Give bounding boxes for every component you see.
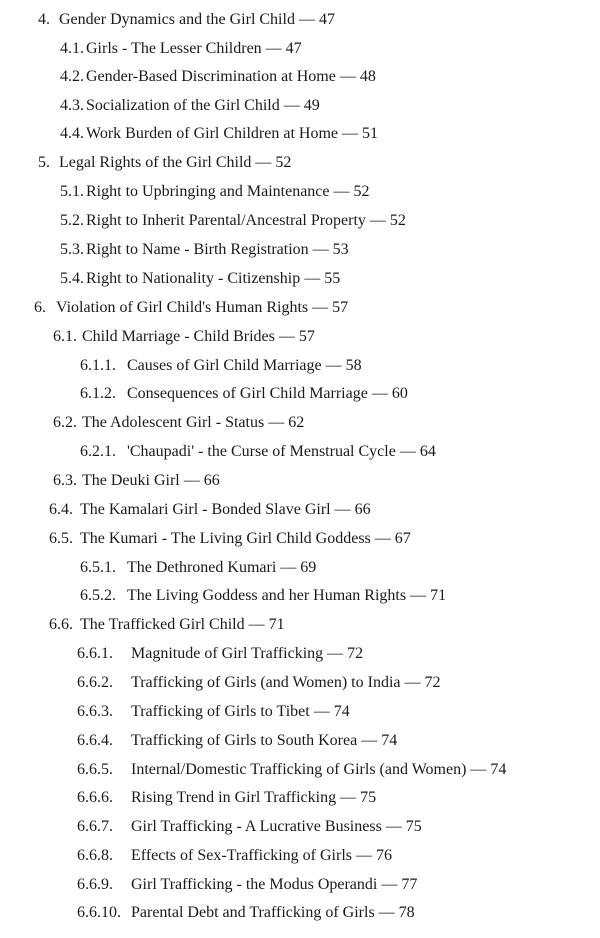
- toc-number: 6.6.10.: [77, 904, 121, 921]
- toc-number: 6.1.1.: [80, 357, 116, 374]
- toc-number: 5.2.: [60, 212, 84, 229]
- toc-title: Trafficking of Girls to South Korea — 74: [131, 732, 398, 749]
- toc-title: Causes of Girl Child Marriage — 58: [127, 357, 362, 374]
- toc-number: 6.6.2.: [77, 674, 113, 691]
- toc-title: Socialization of the Girl Child — 49: [86, 97, 320, 114]
- toc-title: Girl Trafficking - the Modus Operandi — 77: [131, 876, 418, 893]
- toc-number: 6.: [34, 299, 46, 316]
- toc-title: Right to Name - Birth Registration — 53: [86, 241, 349, 258]
- toc-title: Trafficking of Girls (and Women) to India — 72: [131, 674, 441, 691]
- toc-number: 6.6.: [49, 616, 73, 633]
- toc-number: 6.6.1.: [77, 645, 113, 662]
- toc-title: The Living Goddess and her Human Rights — 71: [127, 587, 447, 604]
- toc-number: 4.1.: [60, 40, 84, 57]
- toc-title: Right to Upbringing and Maintenance — 52: [86, 183, 370, 200]
- toc-number: 6.6.3.: [77, 703, 113, 720]
- toc-number: 6.2.: [53, 414, 77, 431]
- toc-title: Right to Inherit Parental/Ancestral Property — 52: [86, 212, 406, 229]
- toc-title: Violation of Girl Child's Human Rights — 57: [56, 299, 349, 316]
- toc-title: The Dethroned Kumari — 69: [127, 559, 317, 576]
- toc-title: Gender-Based Discrimination at Home — 48: [86, 68, 376, 85]
- toc-number: 6.2.1.: [80, 443, 116, 460]
- toc-title: The Deuki Girl — 66: [82, 472, 220, 489]
- toc-number: 4.2.: [60, 68, 84, 85]
- toc-title: The Trafficked Girl Child — 71: [80, 616, 285, 633]
- toc-number: 6.4.: [49, 501, 73, 518]
- toc-title: 'Chaupadi' - the Curse of Menstrual Cycle — 64: [127, 443, 436, 460]
- toc-number: 5.3.: [60, 241, 84, 258]
- toc-number: 6.1.: [53, 328, 77, 345]
- toc-number: 6.6.5.: [77, 761, 113, 778]
- toc-title: Rising Trend in Girl Trafficking — 75: [131, 789, 377, 806]
- toc-number: 5.1.: [60, 183, 84, 200]
- toc-title: Girl Trafficking - A Lucrative Business — 75: [131, 818, 422, 835]
- toc-number: 6.6.8.: [77, 847, 113, 864]
- toc-title: Right to Nationality - Citizenship — 55: [86, 270, 341, 287]
- toc-number: 4.4.: [60, 125, 84, 142]
- toc-number: 4.3.: [60, 97, 84, 114]
- toc-number: 6.6.7.: [77, 818, 113, 835]
- toc-title: Consequences of Girl Child Marriage — 60: [127, 385, 408, 402]
- toc-title: Legal Rights of the Girl Child — 52: [59, 154, 292, 171]
- toc-title: Effects of Sex-Trafficking of Girls — 76: [131, 847, 392, 864]
- toc-title: The Kumari - The Living Girl Child Goddess — 67: [80, 530, 411, 547]
- toc-number: 6.6.9.: [77, 876, 113, 893]
- toc-title: Magnitude of Girl Trafficking — 72: [131, 645, 364, 662]
- toc-title: The Adolescent Girl - Status — 62: [82, 414, 305, 431]
- toc-number: 5.: [38, 154, 50, 171]
- toc-number: 6.1.2.: [80, 385, 116, 402]
- toc-number: 6.5.2.: [80, 587, 116, 604]
- toc-number: 6.5.: [49, 530, 73, 547]
- toc-number: 6.6.6.: [77, 789, 113, 806]
- toc-number: 6.6.4.: [77, 732, 113, 749]
- toc-title: Trafficking of Girls to Tibet — 74: [131, 703, 350, 720]
- toc-title: Child Marriage - Child Brides — 57: [82, 328, 315, 345]
- toc-title: Gender Dynamics and the Girl Child — 47: [59, 11, 335, 28]
- toc-number: 5.4.: [60, 270, 84, 287]
- toc-number: 6.3.: [53, 472, 77, 489]
- toc-number: 6.5.1.: [80, 559, 116, 576]
- toc-number: 4.: [38, 11, 50, 28]
- toc-title: Parental Debt and Trafficking of Girls — 78: [131, 904, 415, 921]
- toc-title: Work Burden of Girl Children at Home — 51: [86, 125, 378, 142]
- toc-title: The Kamalari Girl - Bonded Slave Girl — 66: [80, 501, 371, 518]
- toc-title: Girls - The Lesser Children — 47: [86, 40, 302, 57]
- toc-title: Internal/Domestic Trafficking of Girls (and Women) — 74: [131, 761, 507, 778]
